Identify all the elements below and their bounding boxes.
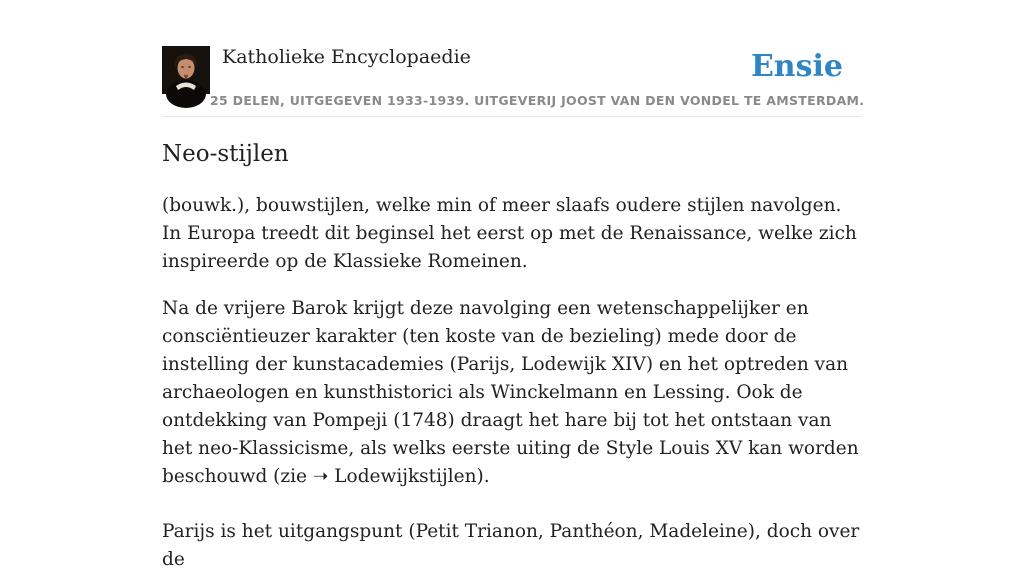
source-title[interactable]: Katholieke Encyclopaedie (222, 46, 471, 68)
paragraph-text: ). (476, 466, 490, 487)
article-paragraph (162, 295, 862, 491)
portrait-image (162, 46, 210, 94)
article (162, 138, 862, 574)
article-paragraph: (bouwk.), bouwstijlen, welke min of meer slaafs oudere stijlen navolgen. In Europa treedt dit beginsel het eerst op met de Renaissance, welke zich inspireerde op de Klassieke Romeinen. (162, 195, 857, 272)
lodewijkstijlen-link[interactable]: ➝ Lodewijkstijlen (312, 466, 477, 487)
article-paragraph: Parijs is het uitgangspunt (Petit Trianon, Panthéon, Madeleine), doch over de (162, 521, 860, 570)
article-title: Neo-stijlen (162, 141, 289, 167)
source-header (162, 46, 865, 117)
paragraph-text: Na de vrijere Barok krijgt deze navolging een wetenschappelijker en consciëntieuzer karakter (ten koste van de bezieling) mede door de instelling der kunstacademies (Parijs, Lodewijk XIV) en het optreden van archaeologen en kunsthistorici als Winckelmann en Lessing. Ook de ontdekking van Pompeji (1748) draagt het hare bij tot het ontstaan van het neo-Klassicisme, als welks eerste uiting de Style Louis XV kan worden beschouwd (zie (162, 298, 859, 487)
source-avatar[interactable] (162, 46, 210, 94)
source-subtitle: 25 DELEN, UITGEGEVEN 1933-1939. UITGEVERIJ JOOST VAN DEN VONDEL TE AMSTERDAM. (210, 93, 865, 108)
ensie-logo-link[interactable]: Ensie (750, 49, 843, 84)
